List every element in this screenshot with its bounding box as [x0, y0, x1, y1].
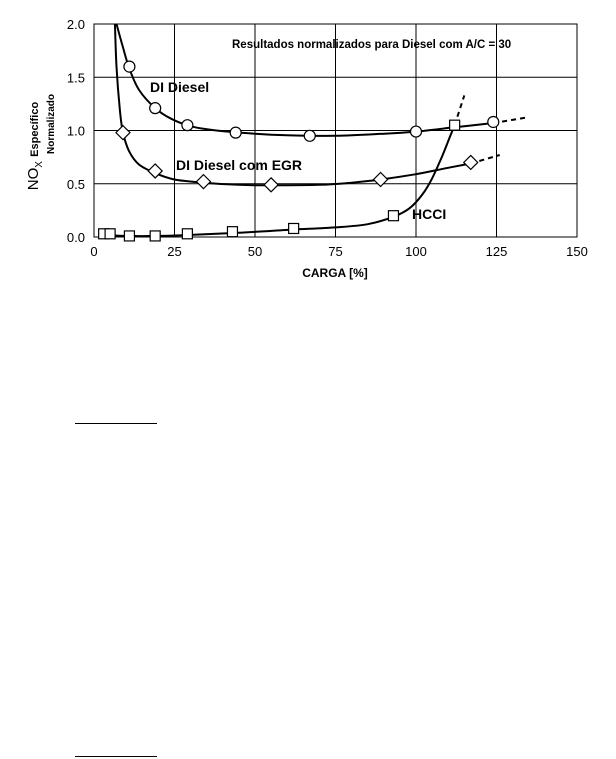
x-tick-label: 75 — [328, 244, 343, 259]
series-line-hcci — [104, 125, 455, 236]
data-point-di-diesel — [182, 120, 193, 131]
data-point-di-diesel-com-egr — [374, 172, 388, 186]
data-point-di-diesel — [488, 116, 499, 127]
svg-text:NOX Específico — [25, 102, 45, 191]
y-tick-label: 2.0 — [66, 17, 85, 32]
y-tick-label: 1.5 — [66, 70, 85, 86]
y-axis-title-word2: Normalizado — [46, 93, 57, 155]
data-point-hcci — [227, 227, 237, 237]
data-point-di-diesel-com-egr — [116, 126, 130, 140]
chart — [0, 0, 616, 300]
data-point-di-diesel — [124, 61, 135, 72]
x-tick-label: 50 — [247, 244, 263, 259]
gridlines — [94, 24, 577, 237]
series-label-di-diesel: DI Diesel — [150, 79, 210, 95]
data-point-di-diesel — [150, 103, 161, 114]
x-tick-label: 100 — [405, 244, 427, 259]
data-point-di-diesel-com-egr — [196, 175, 210, 189]
y-axis-title-word1: Específico — [29, 101, 41, 157]
series-label-hcci: HCCI — [412, 206, 447, 222]
data-point-di-diesel — [411, 126, 422, 137]
x-tick-label: 0 — [90, 244, 98, 259]
data-point-hcci — [182, 229, 192, 239]
x-tick-label: 125 — [485, 244, 508, 259]
data-point-hcci — [105, 229, 115, 239]
data-point-di-diesel — [230, 127, 241, 138]
data-point-hcci — [388, 211, 398, 221]
tick-labels — [67, 17, 588, 259]
y-axis-title — [25, 94, 57, 190]
chart-annotation: Resultados normalizados para Diesel com A/C = 30 — [232, 39, 512, 51]
series-label-di-diesel-egr: DI Diesel com EGR — [176, 157, 303, 173]
y-axis-title-sub: X — [34, 161, 45, 168]
data-point-hcci — [124, 231, 134, 241]
data-point-di-diesel — [304, 130, 315, 141]
data-point-di-diesel-com-egr — [264, 178, 278, 192]
data-point-hcci — [289, 223, 299, 233]
footnote-rule — [75, 756, 157, 757]
footnote-rule — [75, 423, 157, 424]
y-axis-title-main: NO — [25, 167, 42, 191]
y-tick-label: 1.0 — [66, 123, 85, 139]
data-point-hcci — [150, 231, 160, 241]
y-tick-label: 0.0 — [66, 230, 85, 245]
data-point-di-diesel-com-egr — [464, 155, 478, 169]
y-tick-label: 0.5 — [66, 176, 85, 192]
x-tick-label: 150 — [566, 244, 588, 259]
data-point-hcci — [450, 120, 460, 130]
x-axis-title: CARGA [%] — [302, 266, 368, 280]
x-tick-label: 25 — [167, 244, 182, 259]
